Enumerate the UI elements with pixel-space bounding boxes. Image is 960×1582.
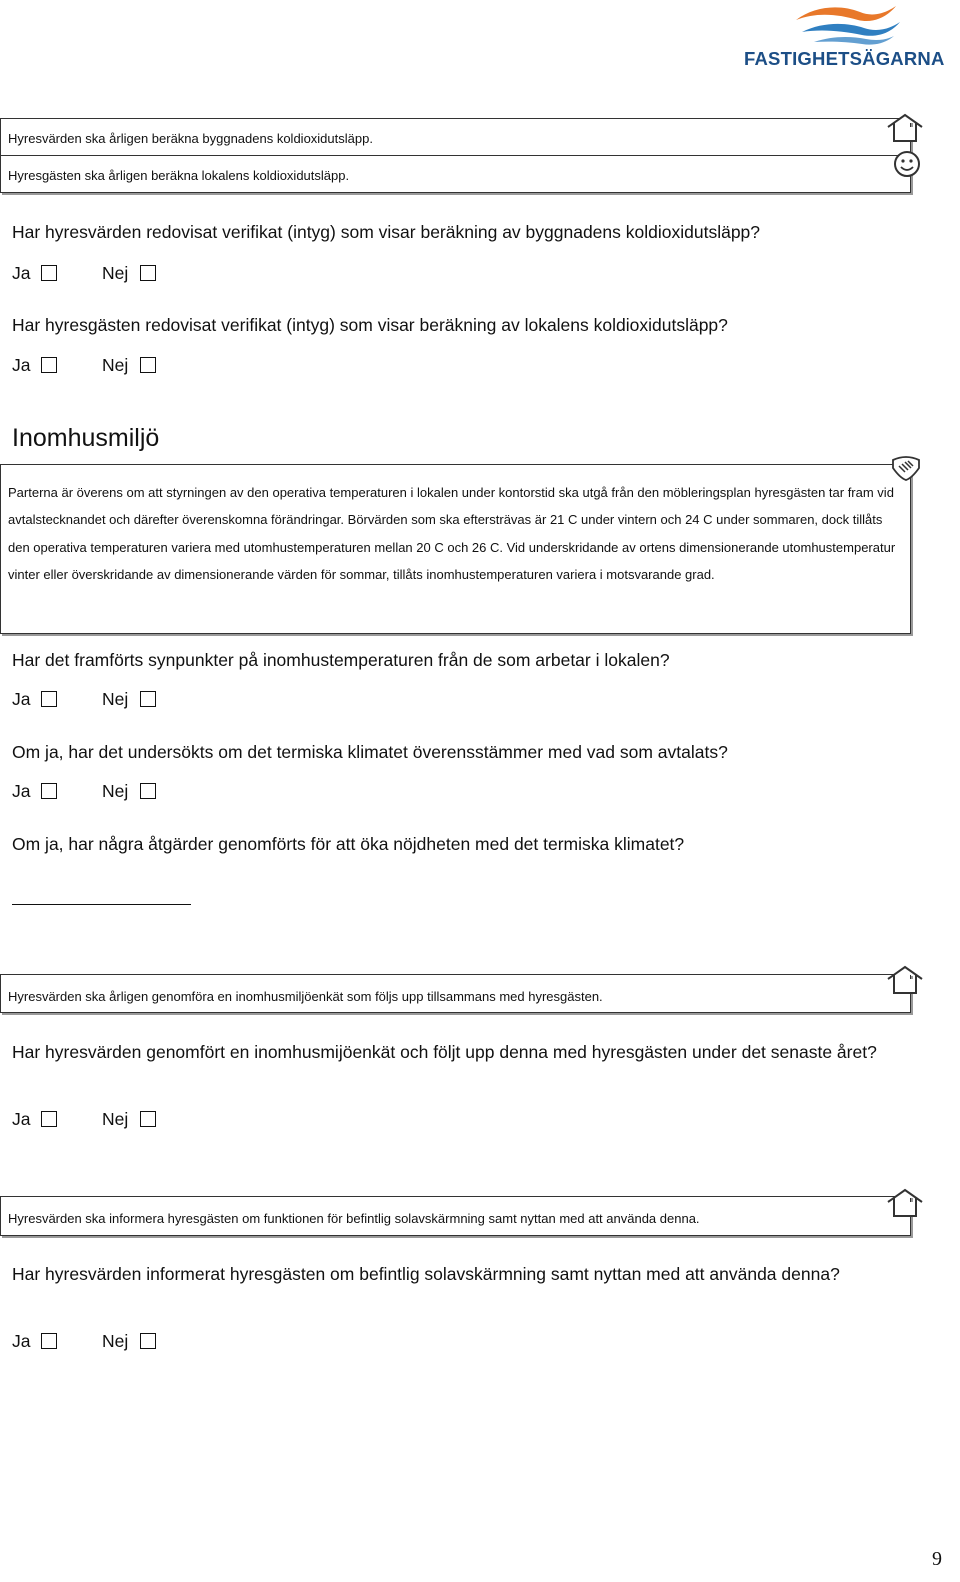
no-option[interactable] xyxy=(102,781,128,802)
answer-line[interactable] xyxy=(12,904,191,905)
yes-checkbox[interactable] xyxy=(41,691,57,707)
yes-label: Ja xyxy=(12,263,31,283)
yes-checkbox[interactable] xyxy=(41,783,57,799)
no-option[interactable] xyxy=(102,1109,128,1130)
requirement-box-solar-shading xyxy=(0,1196,911,1236)
requirement-box-carbon xyxy=(0,118,911,193)
fastighetsagarna-logo xyxy=(744,2,956,68)
no-label: Nej xyxy=(102,1109,129,1129)
no-checkbox[interactable] xyxy=(140,1111,156,1127)
section-heading: Inomhusmiljö xyxy=(12,424,160,452)
house-icon xyxy=(886,1188,924,1218)
no-label: Nej xyxy=(102,355,129,375)
question-building-carbon: Har hyresvärden redovisat verifikat (intyg) som visar beräkning av byggnadens koldioxidutsläpp? xyxy=(12,222,761,242)
requirement-text: Hyresgästen ska årligen beräkna lokalens koldioxidutsläpp. xyxy=(1,155,910,192)
question-thermal-climate: Om ja, har det undersökts om det termiska klimatet överensstämmer med vad som avtalats? xyxy=(12,742,728,762)
no-option[interactable] xyxy=(102,689,128,710)
no-label: Nej xyxy=(102,781,129,801)
yes-checkbox[interactable] xyxy=(41,1333,57,1349)
no-option[interactable] xyxy=(102,1331,128,1352)
yes-label: Ja xyxy=(12,689,31,709)
yes-option[interactable] xyxy=(12,1109,30,1130)
yes-option[interactable] xyxy=(12,781,30,802)
question-solar-shading: Har hyresvärden informerat hyresgästen om befintlig solavskärmning samt nyttan med att använda denna? xyxy=(12,1264,840,1284)
no-checkbox[interactable] xyxy=(140,691,156,707)
yes-label: Ja xyxy=(12,781,31,801)
question-premises-carbon: Har hyresgästen redovisat verifikat (intyg) som visar beräkning av lokalens koldioxidutsläpp? xyxy=(12,315,728,335)
requirement-box-indoor xyxy=(0,464,911,634)
no-option[interactable] xyxy=(102,355,128,376)
no-label: Nej xyxy=(102,263,129,283)
question-temperature-complaints: Har det framförts synpunkter på inomhustemperaturen från de som arbetar i lokalen? xyxy=(12,650,670,670)
yes-option[interactable] xyxy=(12,689,30,710)
yes-checkbox[interactable] xyxy=(41,265,57,281)
no-checkbox[interactable] xyxy=(140,783,156,799)
house-icon xyxy=(886,113,924,143)
yes-option[interactable] xyxy=(12,1331,30,1352)
requirement-box-survey xyxy=(0,974,911,1013)
yes-label: Ja xyxy=(12,1331,31,1351)
yes-label: Ja xyxy=(12,355,31,375)
no-option[interactable] xyxy=(102,263,128,284)
yes-checkbox[interactable] xyxy=(41,1111,57,1127)
smiley-icon xyxy=(893,150,921,178)
logo-text: FASTIGHETSÄGARNA xyxy=(744,48,945,69)
page-number: 9 xyxy=(932,1548,942,1570)
no-label: Nej xyxy=(102,689,129,709)
no-checkbox[interactable] xyxy=(140,265,156,281)
no-label: Nej xyxy=(102,1331,129,1351)
no-checkbox[interactable] xyxy=(140,1333,156,1349)
yes-option[interactable] xyxy=(12,355,30,376)
requirement-text: Hyresvärden ska årligen beräkna byggnadens koldioxidutsläpp. xyxy=(8,131,373,146)
logo-wave-mark xyxy=(792,2,904,46)
yes-checkbox[interactable] xyxy=(41,357,57,373)
question-indoor-survey: Har hyresvärden genomfört en inomhusmijöenkät och följt upp denna med hyresgästen under det senaste året? xyxy=(12,1042,877,1062)
question-measures-taken: Om ja, har några åtgärder genomförts för att öka nöjdheten med det termiska klimatet? xyxy=(12,834,685,854)
house-icon xyxy=(886,965,924,995)
handshake-icon xyxy=(890,452,922,482)
requirement-text: Parterna är överens om att styrningen av den operativa temperaturen i lokalen under kontorstid ska utgå från den möbleringsplan hyresgästen tar fram vid avtalstecknandet och därefter överenskomna förändringar. Börvärden som ska eftersträvas är 21 C under vintern och 24 C under sommaren, dock tillåts den operativa temperaturen variera med utomhustemperaturen mellan 20 C och 26 C. Vid underskridande av ortens dimensionerande utomhustemperatur vinter eller överskridande av dimensionerande värden för sommar, tillåts inomhustemperaturen variera i motsvarande grad. xyxy=(8,485,896,583)
requirement-text: Hyresvärden ska årligen genomföra en inomhusmiljöenkät som följs upp tillsammans med hyresgästen. xyxy=(8,989,603,1004)
no-checkbox[interactable] xyxy=(140,357,156,373)
yes-option[interactable] xyxy=(12,263,30,284)
requirement-text: Hyresvärden ska informera hyresgästen om funktionen för befintlig solavskärmning samt nyttan med att använda denna. xyxy=(8,1211,700,1226)
yes-label: Ja xyxy=(12,1109,31,1129)
